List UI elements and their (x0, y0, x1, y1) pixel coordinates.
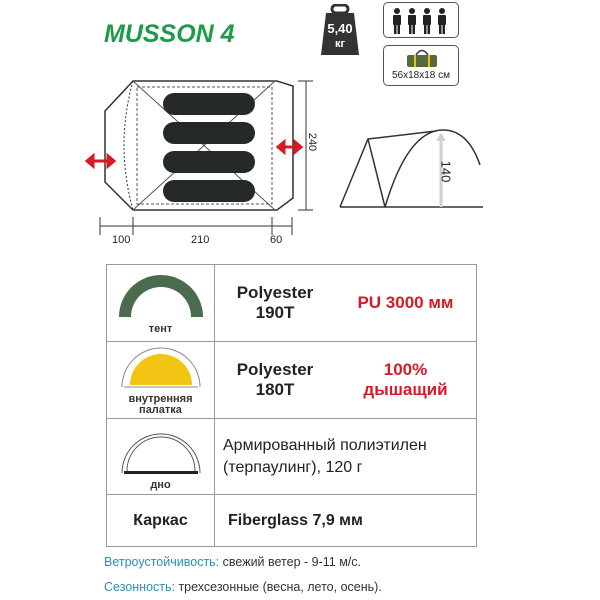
inner-density: 180T (255, 380, 295, 399)
wind-resistance (104, 555, 361, 569)
floor-icon (120, 423, 202, 475)
season-key: Сезонность: (104, 580, 175, 594)
floor-material-2: (терпаулинг), 120 г (223, 458, 363, 476)
wind-value: свежий ветер - 9-11 м/с. (222, 555, 361, 569)
dim-rear: 60 (270, 234, 283, 246)
floor-material: Армированный полиэтилен (223, 436, 427, 454)
spec-row-floor (107, 419, 477, 495)
dim-height: 140 (438, 160, 454, 183)
frame-material: Fiberglass 7,9 мм (228, 511, 363, 529)
frame-label: Каркас (133, 511, 188, 529)
fly-icon (117, 271, 205, 319)
wind-key: Ветроустойчивость: (104, 555, 220, 569)
pack-size-box (383, 45, 459, 86)
fly-material: Polyester (236, 283, 314, 302)
fly-waterproof: PU 3000 мм (357, 293, 454, 312)
inner-note-2: дышащий (363, 380, 448, 399)
floor-plan-diagram (85, 75, 315, 235)
side-view-diagram (338, 125, 483, 210)
floor-label: дно (150, 478, 171, 491)
dim-width: 240 (306, 132, 319, 152)
inner-label-2: палатка (139, 403, 182, 416)
inner-material: Polyester (236, 360, 314, 379)
pack-size-text: 56x18x18 см (391, 70, 451, 81)
inner-label: внутренняя (128, 392, 193, 405)
inner-tent-icon (120, 345, 202, 389)
seasonality (104, 580, 382, 594)
weight-value: 5,40 (327, 21, 353, 36)
capacity-box (383, 2, 459, 38)
spec-row-frame (107, 495, 477, 547)
product-title: MUSSON 4 (104, 20, 235, 48)
inner-note-1: 100% (383, 360, 428, 379)
bag-icon (404, 48, 440, 68)
dim-inner-length: 210 (191, 234, 210, 246)
spec-row-fly (107, 265, 477, 342)
persons-icon (384, 3, 458, 37)
spec-row-inner (107, 342, 477, 419)
fly-density: 190T (255, 303, 295, 322)
materials-table (106, 264, 477, 547)
fly-label: тент (148, 323, 173, 335)
dim-vestibule: 100 (112, 234, 131, 246)
season-value: трехсезонные (весна, лето, осень). (178, 580, 382, 594)
weight-unit: кг (334, 38, 346, 50)
